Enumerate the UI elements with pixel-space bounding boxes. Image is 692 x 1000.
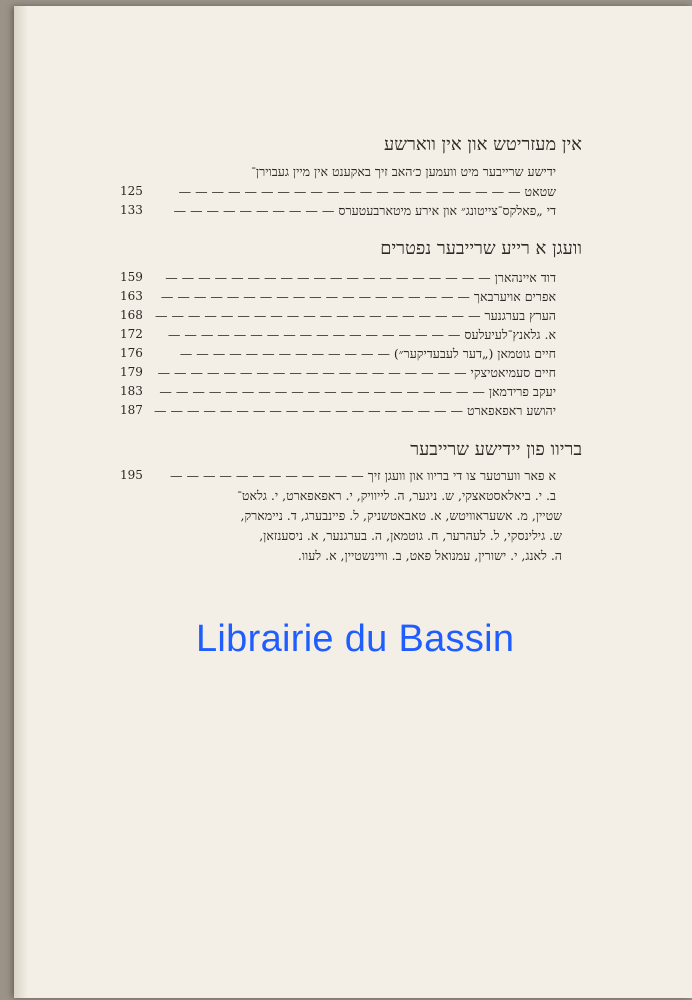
page-number: 187 [120,403,143,417]
entry-text: יהושע ראפאפארט — — — — — — — — — — — — — — — — — — — [154,403,556,418]
continuation-line: ה. לאנג, י. ישורין, עמנואל פאט, ב. וויינשטיין, א. לעוו. [297,548,562,563]
toc-entry [120,488,560,508]
toc-entry [120,289,560,309]
entry-text: הערץ בערגנער — — — — — — — — — — — — — — — — — — — — [154,308,556,323]
toc-entry [120,327,560,347]
toc-entry [120,384,560,404]
page-number: 176 [120,346,143,360]
page-number: 163 [120,289,143,303]
page-number: 183 [120,384,143,398]
page-number: 159 [120,270,143,284]
entry-text: שטאט — — — — — — — — — — — — — — — — — — — — — [178,184,556,199]
entry-text: אפרים אויערבאך — — — — — — — — — — — — — — — — — — — [160,289,556,304]
page-number: 133 [120,203,143,217]
entry-text: א. גלאנץ־לעיעלעס — — — — — — — — — — — — — — — — — — [167,327,556,342]
toc-entry [120,270,560,290]
section-title-1: אין מעזריטש און אין ווארשע [384,134,582,155]
entry-text: דוד איינהארן — — — — — — — — — — — — — — — — — — — — [165,270,556,285]
toc-entry [120,308,560,328]
page-number: 179 [120,365,143,379]
page-number: 195 [120,468,143,482]
entry-text: חיים גוטמאן („דער לעבעדיקער״) — — — — — — — — — — — — — [179,346,556,361]
toc-entry [120,203,560,223]
page-number: 125 [120,184,143,198]
toc-entry [120,346,560,366]
section-title-3: בריוו פון יידישע שרייבער [410,439,582,460]
entry-text: יעקב פרידמאן — — — — — — — — — — — — — — — — — — — — [159,384,556,399]
continuation-line: ש. גילינסקי, ל. לעהרער, ח. גוטמאן, ה. בערגנער, א. ניסענזאן, [259,528,562,543]
toc-entry [120,403,560,423]
entry-text: ידישע שרייבער מיט וועמען כ׳האב זיך באקענט אין מיין געבוירן־ [251,164,556,179]
toc-entry [120,184,560,204]
entry-text: חיים סעמיאטיצקי — — — — — — — — — — — — — — — — — — — [157,365,556,380]
watermark-text: Librairie du Bassin [196,618,515,660]
book-page [14,6,692,998]
entry-text: די „פאלקס־צייטונג״ און אירע מיטארבעטערס — — — — — — — — — — [173,203,556,218]
page-number: 172 [120,327,143,341]
continuation-line: שטיין, מ. אשעראוויטש, א. טאבאטשניק, ל. פיינבערג, ד. ניימארק, [240,508,562,523]
entry-text: א פאר ווערטער צו די בריוו און וועגן זיך — — — — — — — — — — — — [170,468,556,483]
page-number: 168 [120,308,143,322]
entry-text: ב. י. ביאלאסטאצקי, ש. ניגער, ה. לייוויק, י. ראפאפארט, י. גלאט־ [237,488,556,503]
toc-entry [120,468,560,488]
section-title-2: וועגן א רייע שרייבער נפטרים [380,238,582,259]
toc-entry [120,365,560,385]
toc-entry [120,164,560,184]
